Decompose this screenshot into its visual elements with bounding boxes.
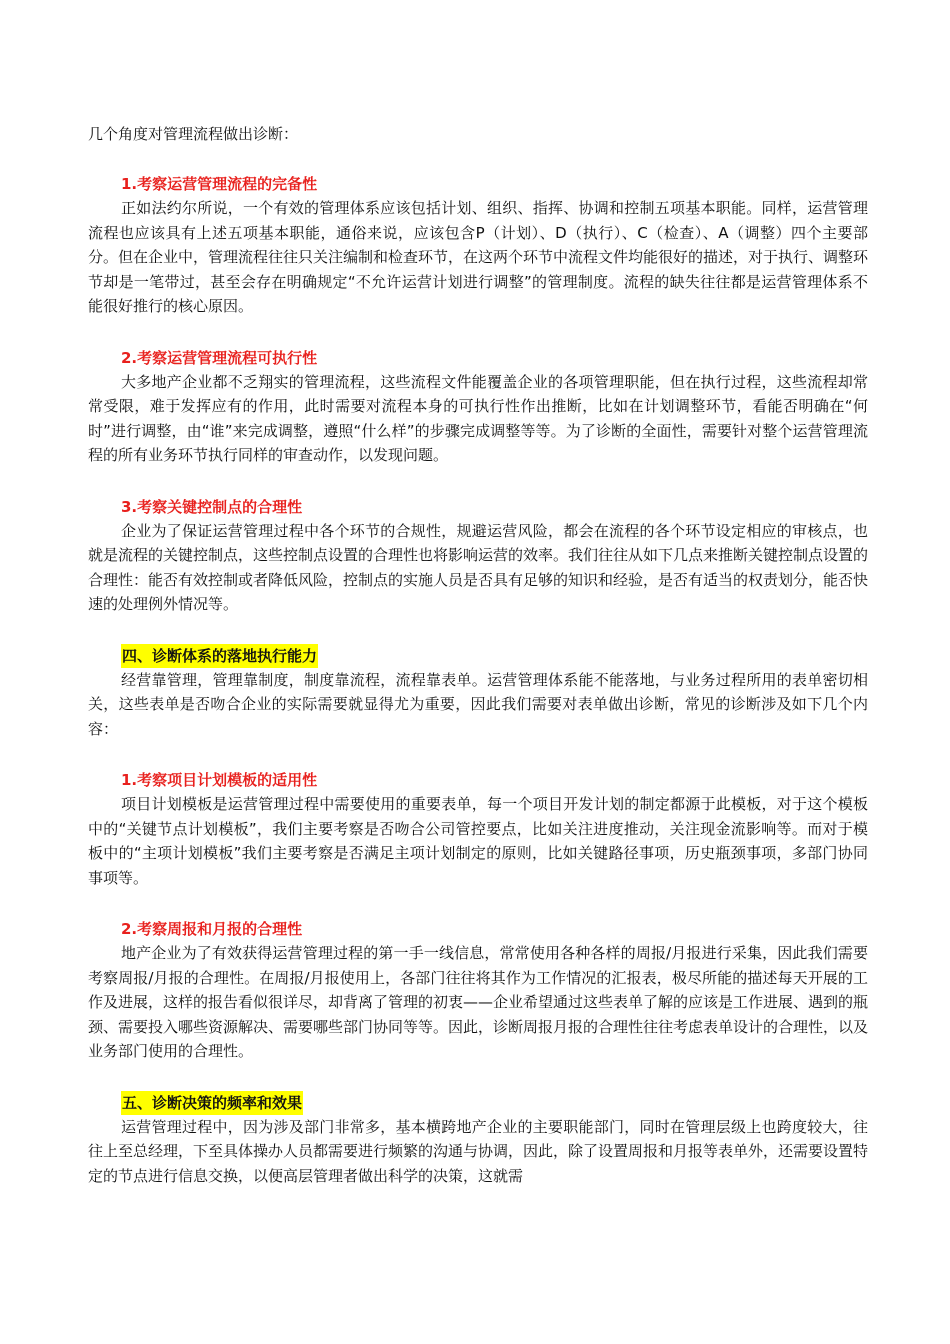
section-paragraph: 运营管理过程中，因为涉及部门非常多，基本横跨地产企业的主要职能部门，同时在管理层级上也跨度较大，往往上至总经理，下至具体操办人员都需要进行频繁的沟通与协调，因此，除了设置周报和月报等表单外，还需要设置特定的节点进行信息交换，以便高层管理者做出科学的决策，这就需	[88, 1117, 869, 1185]
section-heading: 2.考察运营管理流程可执行性	[121, 348, 318, 367]
section-executability	[88, 346, 868, 468]
section-heading: 1.考察项目计划模板的适用性	[121, 771, 318, 789]
section-paragraph: 大多地产企业都不乏翔实的管理流程，这些流程文件能覆盖企业的各项管理职能，但在执行过程，这些流程却常常受限，难于发挥应有的作用，此时需要对流程本身的可执行性作出推断，比如在计划调整环节，看能否明确在“何时”进行调整，由“谁”来完成调整，遵照“什么样”的步骤完成调整等等。为了诊断的全面性，需要针对整个运营管理流程的所有业务环节执行同样的审查动作，以发现问题。	[88, 372, 868, 464]
section-paragraph: 企业为了保证运营管理过程中各个环节的合规性，规避运营风险，都会在流程的各个环节设定相应的审核点，也就是流程的关键控制点，这些控制点设置的合理性也将影响运营的效率。我们往往从如下几点来推断关键控制点设置的合理性：能否有效控制或者降低风险，控制点的实施人员是否具有足够的知识和经验，是否有适当的权责划分，能否快速的处理例外情况等。	[88, 521, 869, 613]
section-decisions	[88, 1091, 868, 1189]
section-control-points	[88, 495, 868, 617]
section-reports	[88, 917, 868, 1064]
section-heading-highlighted: 四、诊断体系的落地执行能力	[121, 644, 318, 668]
section-implementation	[88, 644, 868, 742]
intro-text: 几个角度对管理流程做出诊断：	[88, 125, 299, 143]
document-page	[88, 122, 868, 1215]
section-heading-highlighted: 五、诊断决策的频率和效果	[121, 1091, 303, 1115]
section-paragraph: 地产企业为了有效获得运营管理过程的第一手一线信息，常常使用各种各样的周报/月报进行采集，因此我们需要考察周报/月报的合理性。在周报/月报使用上，各部门往往将其作为工作情况的汇报表，极尽所能的描述每天开展的工作及进展，这样的报告看似很详尽，却背离了管理的初衷——企业希望通过这些表单了解的应该是工作进展、遇到的瓶颈、需要投入哪些资源解决、需要哪些部门协同等等。因此，诊断周报月报的合理性往往考虑表单设计的合理性，以及业务部门使用的合理性。	[88, 944, 869, 1060]
section-completeness	[88, 172, 868, 319]
section-heading: 1.考察运营管理流程的完备性	[121, 175, 318, 193]
section-heading: 3.考察关键控制点的合理性	[121, 497, 303, 516]
section-paragraph: 经营靠管理，管理靠制度，制度靠流程，流程靠表单。运营管理体系能不能落地，与业务过程所用的表单密切相关，这些表单是否吻合企业的实际需要就显得尤为重要，因此我们需要对表单做出诊断，常见的诊断涉及如下几个内容：	[88, 670, 868, 738]
section-plan-template	[88, 768, 868, 890]
section-paragraph: 正如法约尔所说，一个有效的管理体系应该包括计划、组织、指挥、协调和控制五项基本职能。同样，运营管理流程也应该具有上述五项基本职能，通俗来说，应该包含P（计划）、D（执行）、C（检查）、A（调整）四个主要部分。但在企业中，管理流程往往只关注编制和检查环节，在这两个环节中流程文件均能很好的描述，对于执行、调整环节却是一笔带过，甚至会存在明确规定“不允许运营计划进行调整”的管理制度。流程的缺失往往都是运营管理体系不能很好推行的核心原因。	[88, 199, 869, 315]
section-paragraph: 项目计划模板是运营管理过程中需要使用的重要表单，每一个项目开发计划的制定都源于此模板，对于这个模板中的“关键节点计划模板”，我们主要考察是否吻合公司管控要点，比如关注进度推动，关注现金流影响等。而对于模板中的“主项计划模板”我们主要考察是否满足主项计划制定的原则，比如关键路径事项，历史瓶颈事项，多部门协同事项等。	[88, 795, 868, 887]
section-heading: 2.考察周报和月报的合理性	[121, 920, 303, 938]
